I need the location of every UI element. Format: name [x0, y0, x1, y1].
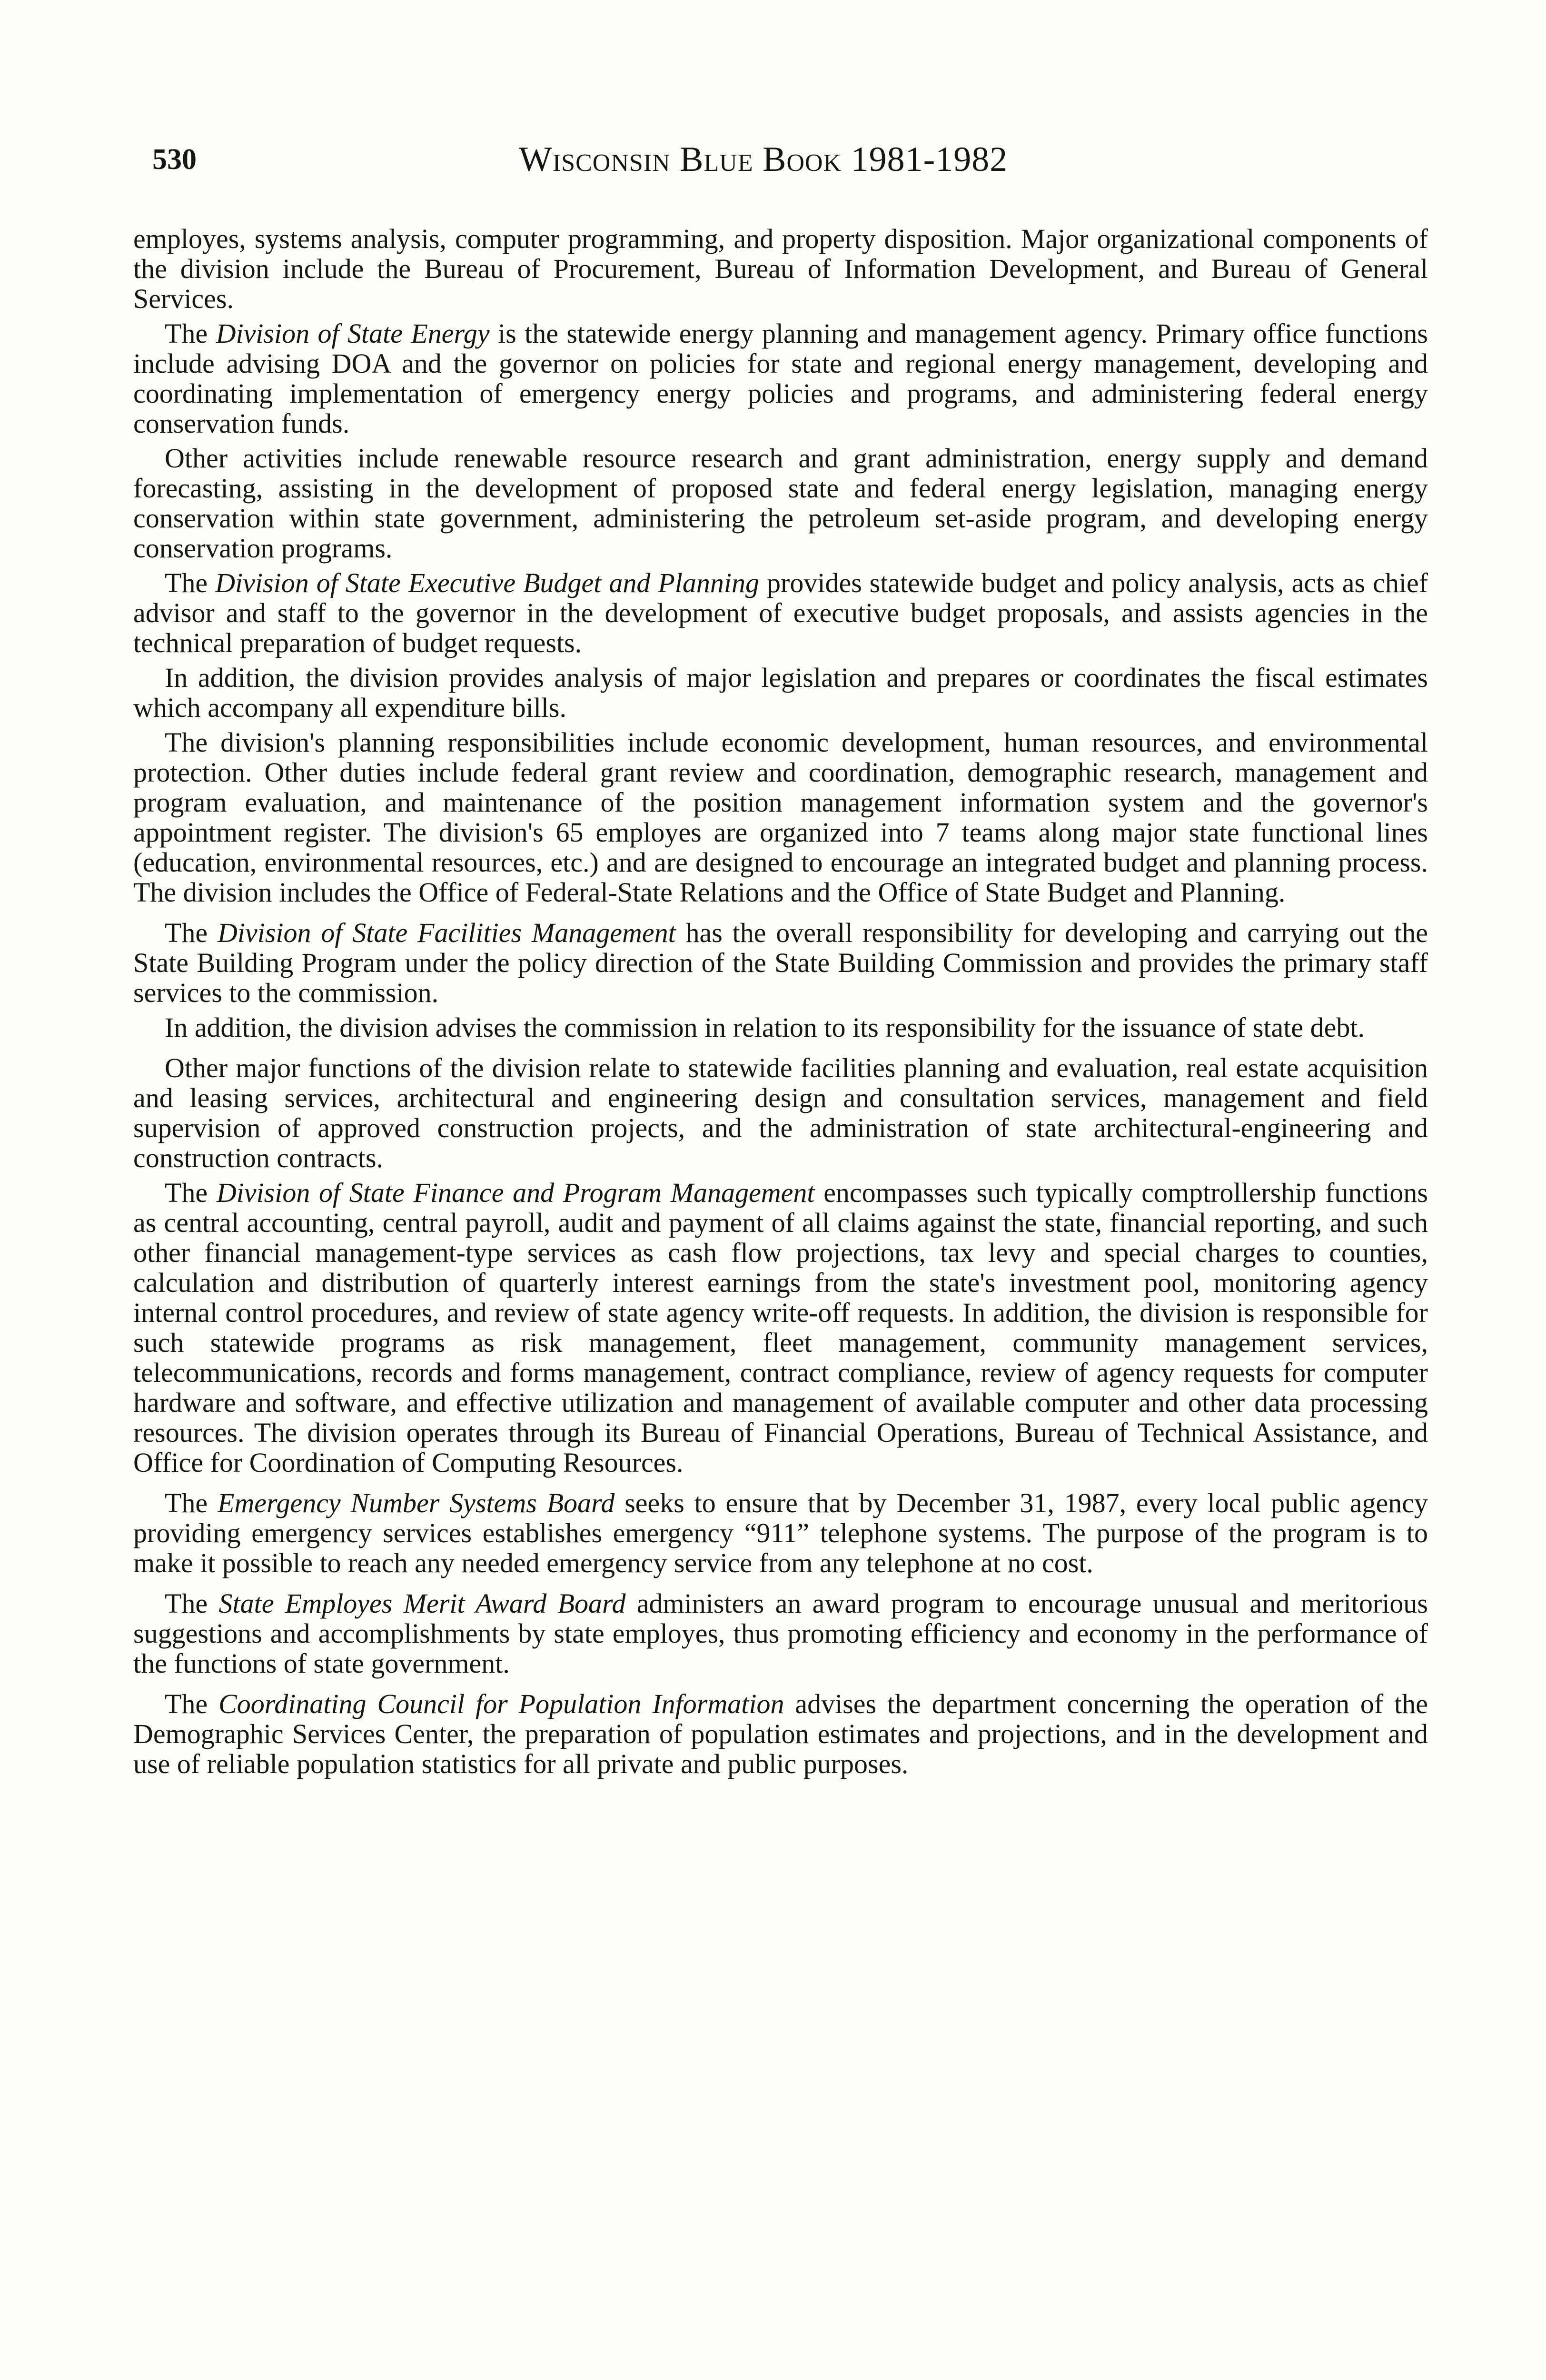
paragraph-facilities-functions: Other major functions of the division relate to statewide facilities planning and evaluation, real estate acquisition and leasing services, architectural and engineering design and consultation services, management and field supervision of approved construction projects, and the administration of state architectural-engineering and construction contracts.: [133, 1052, 1428, 1173]
paragraph-state-debt: In addition, the division advises the commission in relation to its responsibility for the issuance of state debt.: [165, 1012, 1365, 1043]
running-title: Wisconsin Blue Book 1981-1982: [519, 140, 1008, 179]
paragraph-finance-program-management: The Division of State Finance and Program Management encompasses such typically comptrollership functions as central accounting, central payroll, audit and payment of all claims against the state, financial reporting, and such other financial management-type services as cash flow projections, tax levy and special charges to counties, calculation and distribution of quarterly interest earnings from the state's investment pool, monitoring agency internal control procedures, and review of state agency write-off requests. In addition, the division is responsible for such statewide programs as risk management, fleet management, community management services, telecommunications, records and forms management, contract compliance, review of agency requests for computer hardware and software, and effective utilization and management of available computer and other data processing resources. The division operates through its Bureau of Financial Operations, Bureau of Technical Assistance, and Office for Coordination of Computing Resources.: [133, 1177, 1428, 1478]
page-number: 530: [152, 143, 197, 176]
paragraph-executive-budget: The Division of State Executive Budget and Planning provides statewide budget and policy analysis, acts as chief advisor and staff to the governor in the development of executive budget proposals, and assists agencies in the technical preparation of budget requests.: [133, 567, 1428, 658]
body-text: [133, 224, 1428, 2380]
paragraph-planning-responsibilities: The division's planning responsibilities include economic development, human resources, and environmental protection. Other duties include federal grant review and coordination, demographic research, management and program evaluation, and maintenance of the position management information system and the governor's appointment register. The division's 65 employes are organized into 7 teams along major state functional lines (education, environmental resources, etc.) and are designed to encourage an integrated budget and planning process. The division includes the Office of Federal-State Relations and the Office of State Budget and Planning.: [133, 727, 1428, 908]
paragraph-merit-award-board: The State Employes Merit Award Board administers an award program to encourage unusual and meritorious suggestions and accomplishments by state employes, thus promoting efficiency and economy in the performance of the functions of state government.: [133, 1588, 1428, 1679]
paragraph-population-council: The Coordinating Council for Population Information advises the department concerning the operation of the Demographic Services Center, the preparation of population estimates and projections, and in the development and use of reliable population statistics for all private and public purposes.: [133, 1688, 1428, 1779]
paragraph-facilities-management: The Division of State Facilities Management has the overall responsibility for developing and carrying out the State Building Program under the policy direction of the State Building Commission and provides the primary staff services to the commission.: [133, 917, 1428, 1008]
page-header: [152, 138, 1428, 195]
division-name-facilities-management: Division of State Facilities Management: [217, 917, 676, 948]
paragraph-general-services: employes, systems analysis, computer programming, and property disposition. Major organizational components of the division include the Bureau of Procurement, Bureau of Information Development, and Bureau of General Services.: [133, 223, 1428, 314]
paragraph-state-energy: The Division of State Energy is the statewide energy planning and management agency. Primary office functions include advising DOA and the governor on policies for state and regional energy management, developing and coordinating implementation of emergency energy policies and programs, and administering federal energy conservation funds.: [133, 318, 1428, 439]
paragraph-energy-activities: Other activities include renewable resource research and grant administration, energy supply and demand forecasting, assisting in the development of proposed state and federal energy legislation, managing energy conservation within state government, administering the petroleum set-aside program, and developing energy conservation programs.: [133, 443, 1428, 564]
board-name-emergency-number: Emergency Number Systems Board: [217, 1488, 615, 1518]
paragraph-emergency-number-board: The Emergency Number Systems Board seeks to ensure that by December 31, 1987, every local public agency providing emergency services establishes emergency “911” telephone systems. The purpose of the program is to make it possible to reach any needed emergency service from any telephone at no cost.: [133, 1488, 1428, 1578]
division-name-finance-program-management: Division of State Finance and Program Management: [216, 1177, 815, 1208]
paragraph-budget-legislation: In addition, the division provides analysis of major legislation and prepares or coordinates the fiscal estimates which accompany all expenditure bills.: [133, 662, 1428, 723]
division-name-executive-budget: Division of State Executive Budget and Planning: [215, 567, 760, 598]
council-name-population-information: Coordinating Council for Population Information: [218, 1688, 784, 1719]
board-name-merit-award: State Employes Merit Award Board: [218, 1588, 626, 1619]
division-name-state-energy: Division of State Energy: [216, 318, 490, 349]
